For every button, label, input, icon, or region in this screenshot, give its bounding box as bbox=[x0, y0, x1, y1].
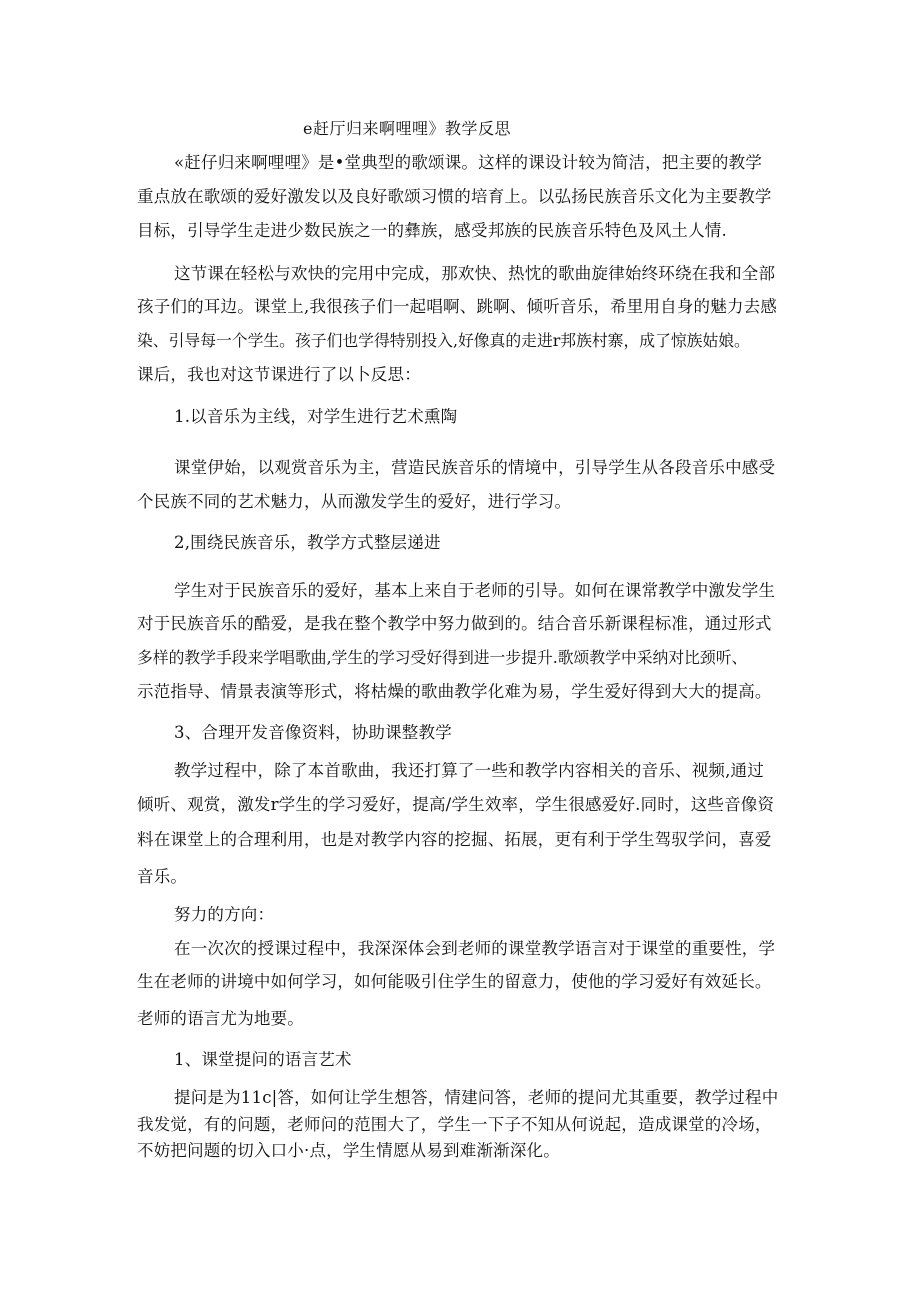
paragraph-line: 这节课在轻松与欢快的完用中完成，那欢快、热忱的歌曲旋律始终环绕在我和全部 bbox=[174, 264, 776, 283]
paragraph-line: «赶仔归来啊哩哩》是•堂典型的歌颂课。这样的课设计较为简洁，把主要的教学 bbox=[174, 153, 763, 172]
document-title: e赶厅归来啊哩哩》教学反思 bbox=[303, 119, 511, 138]
paragraph-line: 多样的教学手段来学唱歌曲,学生的学习受好得到进一步提升.歌颂教学中采纳对比颈听、 bbox=[137, 648, 748, 667]
section-heading: 2,围绕民族音乐，教学方式整层递进 bbox=[174, 533, 441, 552]
paragraph-line: 料在课堂上的合理利用，也是对教学内容的挖掘、拓展，更有利于学生驾驭学问，喜爱 bbox=[137, 830, 772, 849]
paragraph-line: 教学过程中，除了本首歌曲，我还打算了一些和教学内容相关的音乐、视频,通过 bbox=[174, 761, 764, 780]
paragraph-line: 对于民族音乐的酷爱，是我在整个教学中努力做到的。结合音乐新课程标准，通过形式 bbox=[137, 614, 772, 633]
paragraph-line: 生在老师的讲境中如何学习，如何能吸引住学生的留意力，使他的学习爱好有效延长。 bbox=[137, 972, 772, 991]
section-heading: 1、课堂提问的语言艺术 bbox=[174, 1050, 352, 1069]
paragraph-line: 课后，我也对这节课进行了以卜反思： bbox=[137, 365, 421, 384]
paragraph-line: 老师的语言尤为地要。 bbox=[137, 1009, 304, 1028]
paragraph-line: 音乐。 bbox=[137, 867, 188, 886]
paragraph-line: 课堂伊始，以观赏音乐为主，营造民族音乐的情境中，引导学生从各段音乐中感受 bbox=[174, 458, 776, 477]
paragraph-line: 在一次次的授课过程中，我深深体会到老师的课堂教学语言对于课堂的重要性，学 bbox=[174, 939, 776, 958]
paragraph-line: 倾听、观赏，激发r学生的学习爱好，提高/学生效率，学生很感爱好.同时，这些音像资 bbox=[137, 795, 775, 814]
paragraph-line: 提问是为11c|答，如何让学生想答，情建问答，老师的提问尤其重要，教学过程中 bbox=[174, 1088, 779, 1107]
section-heading: 3、合理开发音像资料，协助课整教学 bbox=[174, 723, 452, 742]
paragraph-line: 染、引导每一个学生。孩子们也学得特别投入,好像真的走进r邦族村寨，成了惊族姑娘。 bbox=[137, 331, 750, 350]
paragraph-line: 不妨把问题的切入口小·点，学生情愿从易到难渐渐深化。 bbox=[137, 1141, 560, 1160]
paragraph-line: 目标，引导学生走进少数民族之一的彝族，感受邦族的民族音乐特色及风土人情. bbox=[137, 221, 727, 240]
paragraph-line: 个民族不同的艺术魅力，从而激发学生的爱好，进行学习。 bbox=[137, 492, 572, 511]
paragraph-line: 示范指导、情景表演等形式，将枯燥的歌曲教学化难为易，学生爱好得到大大的提高。 bbox=[137, 682, 772, 701]
section-heading: 1.以音乐为主线，对学生进行艺术熏陶 bbox=[174, 407, 458, 426]
section-heading: 努力的方向： bbox=[174, 905, 275, 924]
paragraph-line: 我发觉，有的问题，老师问的范围大了，学生一下子不知从何说起，造成课堂的冷场， bbox=[137, 1115, 772, 1134]
paragraph-line: 学生对于民族音乐的爱好，基本上来自于老师的引导。如何在课常教学中激发学生 bbox=[174, 581, 776, 600]
paragraph-line: 孩子们的耳边。课堂上,我很孩子们一起唱啊、跳啊、倾听音乐，希里用自身的魅力去感 bbox=[137, 297, 778, 316]
paragraph-line: 重点放在歌颂的爱好激发以及良好歌颂习惯的培育上。以弘扬民族音乐文化为主要教学 bbox=[137, 187, 772, 206]
